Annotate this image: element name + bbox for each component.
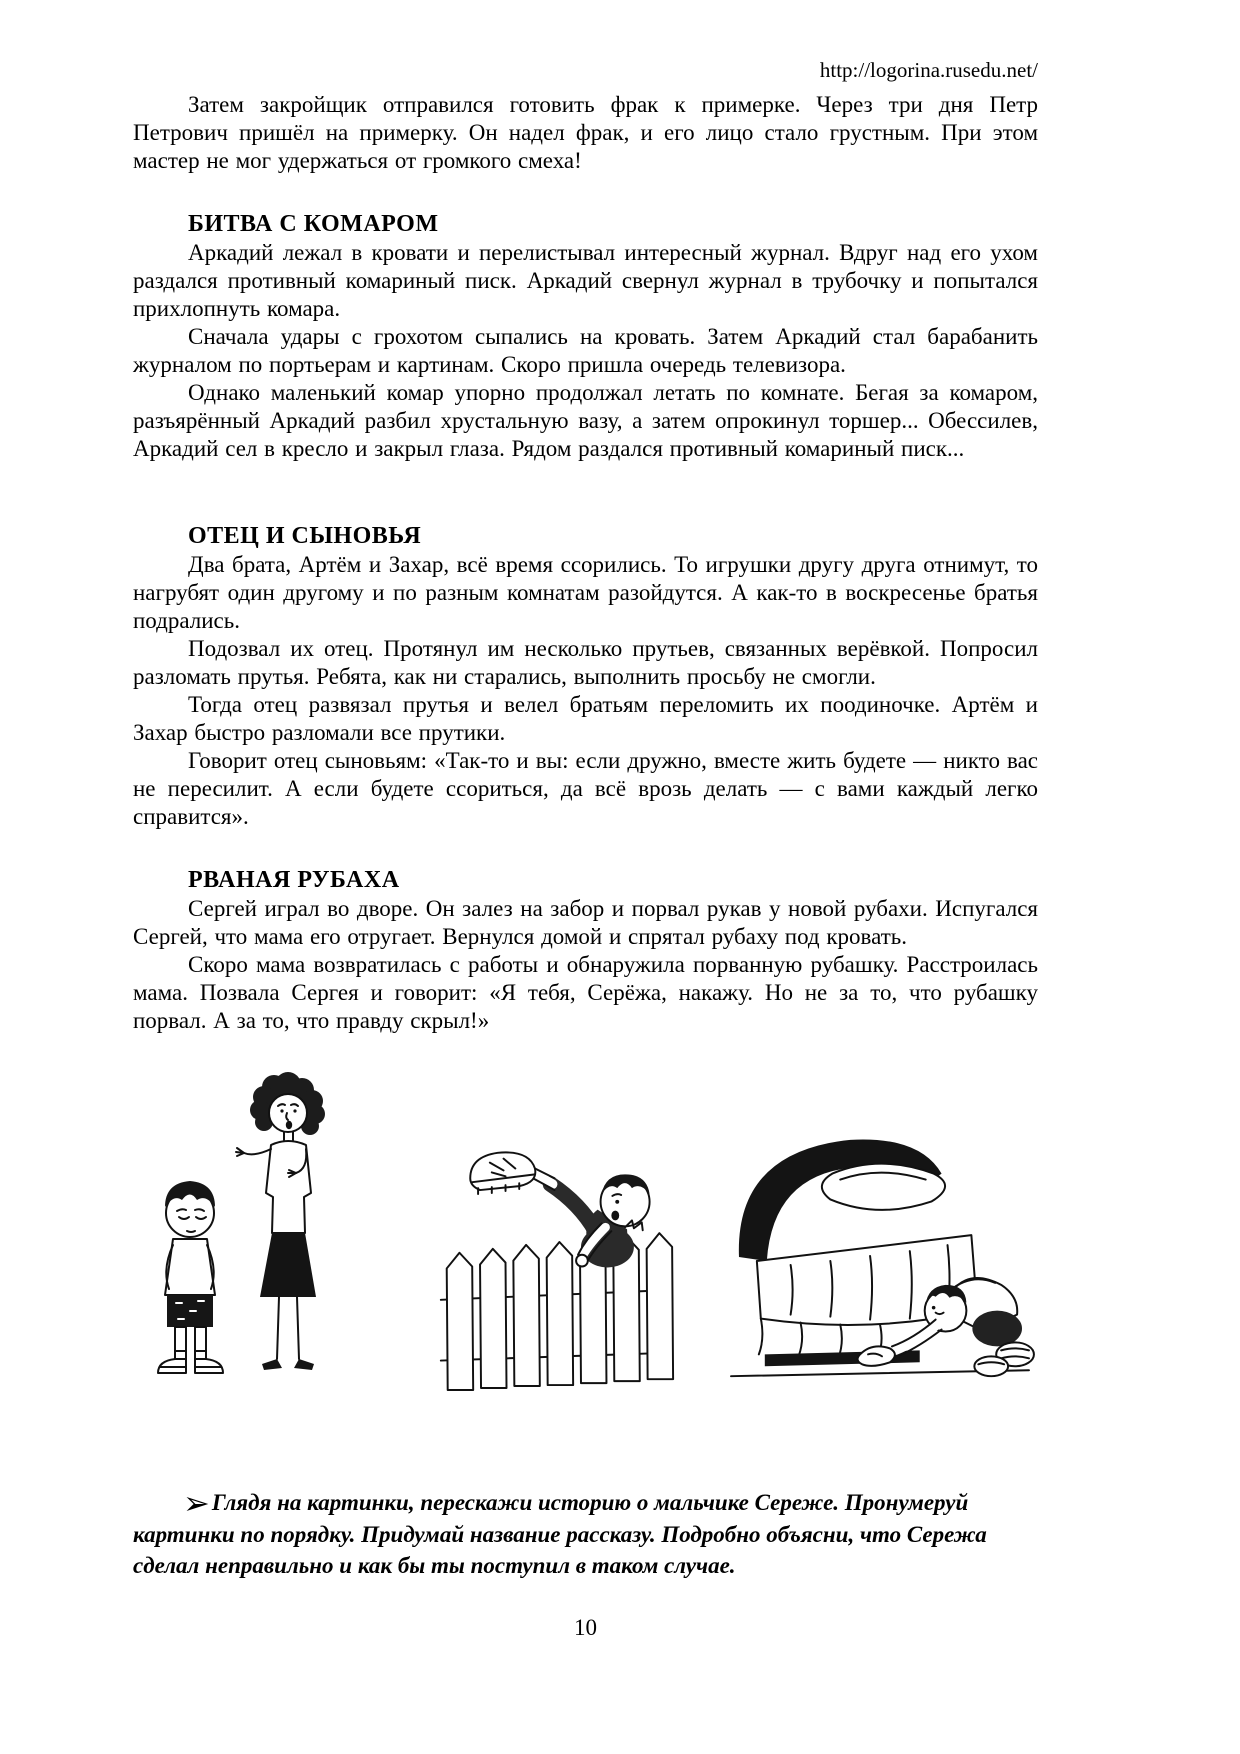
page-number: 10 xyxy=(574,1615,597,1640)
task-text: Глядя на картинки, перескажи историю о мальчике Сереже. Пронумеруй картинки по порядку. Придумай название рассказу. Подробно объясни, что Сережа сделал неправильно и как бы ты поступил в таком случае. xyxy=(133,1490,987,1578)
paragraph: Сергей играл во дворе. Он залез на забор и порвал рукав у новой рубахи. Испугался Сергей, что мама его отругает. Вернулся домой и спрятал рубаху под кровать. xyxy=(133,896,1038,949)
arrowhead-icon: ➢ xyxy=(183,1484,210,1522)
intro-paragraph: Затем закройщик отправился готовить фрак к примерке. Через три дня Петр Петрович пришёл на примерку. Он надел фрак, и его лицо стало грустным. При этом мастер не мог удержаться от громкого смеха! xyxy=(133,92,1038,173)
illustration-boy-tearing-shirt-on-fence xyxy=(433,1133,678,1398)
illustration-mother-scolding-boy xyxy=(138,1061,353,1401)
paragraph: Подозвал их отец. Протянул им несколько прутьев, связанных верёвкой. Попросил разломать прутья. Ребята, как ни старались, выполнить просьбу не смогли. xyxy=(133,636,1038,689)
section-heading: БИТВА С КОМАРОМ xyxy=(188,211,439,237)
paragraph: Однако маленький комар упорно продолжал летать по комнате. Бегая за комаром, разъярённый Аркадий разбил хрустальную вазу, а затем опрокинул торшер... Обессилев, Аркадий сел в кресло и закрыл глаза. Рядом раздался противный комариный писк... xyxy=(133,380,1038,461)
paragraph: Говорит отец сыновьям: «Так-то и вы: если дружно, вместе жить будете — никто вас не пересилит. А если будете ссориться, да всё врозь делать — с вами каждый легко справится». xyxy=(133,748,1038,829)
task-instruction xyxy=(133,1484,1038,1581)
paragraph: Скоро мама возвратилась с работы и обнаружила порванную рубашку. Расстроилась мама. Позвала Сергея и говорит: «Я тебя, Серёжа, накажу. Но не за то, что рубашку порвал. А за то, что правду скрыл!» xyxy=(133,952,1038,1033)
illustrations-row xyxy=(133,1061,1038,1433)
illustration-boy-hiding-shirt-under-bed xyxy=(721,1116,1039,1404)
section-heading: ОТЕЦ И СЫНОВЬЯ xyxy=(188,523,422,549)
paragraph: Два брата, Артём и Захар, всё время ссорились. То игрушки другу друга отнимут, то нагрубят один другому и по разным комнатам разойдутся. А как-то в воскресенье братья подрались. xyxy=(133,552,1038,633)
section-bitva-s-komarom xyxy=(133,209,1038,463)
section-otec-i-synovya xyxy=(133,521,1038,831)
paragraph: Тогда отец развязал прутья и велел братьям переломить их поодиночке. Артём и Захар быстро разломали все прутики. xyxy=(133,692,1038,745)
paragraph: Аркадий лежал в кровати и перелистывал интересный журнал. Вдруг над его ухом раздался противный комариный писк. Аркадий свернул журнал в трубочку и попытался прихлопнуть комара. xyxy=(133,240,1038,321)
paragraph: Сначала удары с грохотом сыпались на кровать. Затем Аркадий стал барабанить журналом по портьерам и картинам. Скоро пришла очередь телевизора. xyxy=(133,324,1038,377)
section-heading: РВАНАЯ РУБАХА xyxy=(188,867,400,893)
section-rvanaya-rubaha xyxy=(133,865,1038,1035)
header-url: http://logorina.rusedu.net/ xyxy=(819,58,1038,82)
